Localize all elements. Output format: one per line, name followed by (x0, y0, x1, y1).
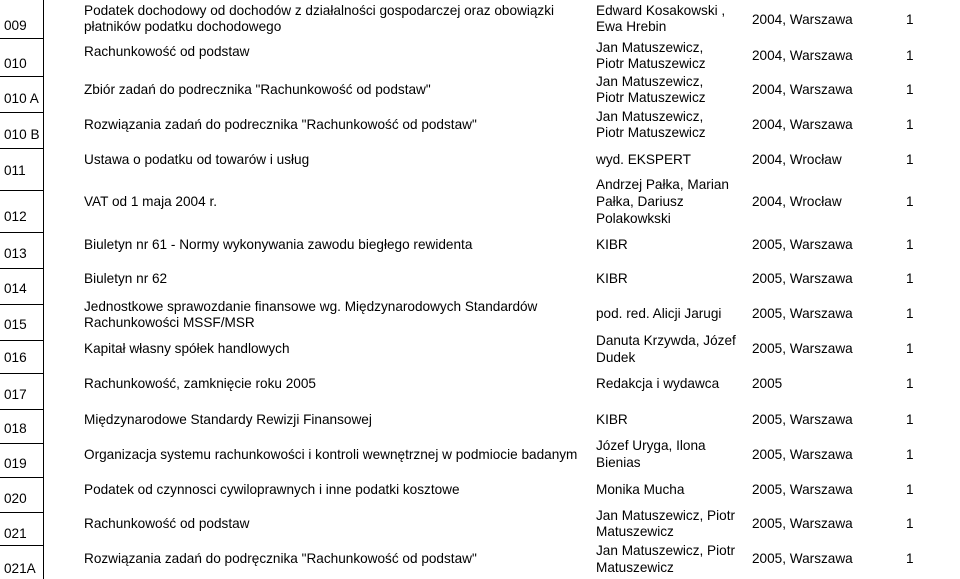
row-count: 1 (906, 12, 914, 27)
row-id: 011 (4, 163, 26, 178)
row-title-line: Jednostkowe sprawozdanie finansowe wg. Międzynarodowych Standardów (84, 299, 538, 314)
row-authors-line: Polakowkski (596, 211, 671, 226)
row-year-place: 2005, Warszawa (752, 482, 853, 497)
row-count: 1 (906, 516, 914, 531)
row-divider (0, 443, 43, 444)
row-count: 1 (906, 194, 914, 209)
row-authors-line: wyd. EKSPERT (596, 152, 691, 167)
row-id: 010 (4, 56, 27, 71)
row-id: 018 (4, 421, 27, 436)
row-id: 013 (4, 246, 27, 261)
row-authors-line: KIBR (596, 237, 628, 252)
row-id: 009 (4, 18, 27, 33)
row-authors-line: Monika Mucha (596, 482, 685, 497)
row-authors-line: Dudek (596, 350, 636, 365)
row-divider (0, 268, 43, 269)
row-title-line: Rachunkowości MSSF/MSR (84, 315, 255, 330)
row-authors-line: Piotr Matuszewicz (596, 56, 706, 71)
row-title-line: płatników podatku dochodowego (84, 19, 282, 34)
row-count: 1 (906, 376, 914, 391)
row-title-line: VAT od 1 maja 2004 r. (84, 194, 217, 209)
row-year-place: 2004, Warszawa (752, 82, 853, 97)
row-id: 010 B (4, 127, 40, 142)
row-title-line: Podatek od czynnosci cywiloprawnych i inne podatki kosztowe (84, 482, 460, 497)
row-count: 1 (906, 82, 914, 97)
row-authors-line: Jan Matuszewicz, Piotr (596, 508, 736, 523)
row-authors-line: Matuszewicz (596, 560, 674, 575)
row-count: 1 (906, 117, 914, 132)
row-count: 1 (906, 551, 914, 566)
row-divider (0, 545, 43, 546)
row-authors-line: KIBR (596, 412, 628, 427)
row-authors-line: Bienias (596, 455, 641, 470)
row-year-place: 2005, Warszawa (752, 306, 853, 321)
row-year-place: 2004, Wrocław (752, 152, 842, 167)
row-year-place: 2005, Warszawa (752, 271, 853, 286)
row-title-line: Rachunkowość od podstaw (84, 44, 250, 59)
row-divider (0, 148, 43, 149)
row-authors-line: KIBR (596, 271, 628, 286)
row-count: 1 (906, 412, 914, 427)
row-id: 012 (4, 209, 27, 224)
row-authors-line: Danuta Krzywda, Józef (596, 333, 736, 348)
row-year-place: 2005, Warszawa (752, 412, 853, 427)
row-authors-line: Pałka, Dariusz (596, 194, 684, 209)
row-year-place: 2005, Warszawa (752, 516, 853, 531)
row-authors-line: Jan Matuszewicz, (596, 109, 704, 124)
row-divider (0, 373, 43, 374)
row-title-line: Międzynarodowe Standardy Rewizji Finansowej (84, 412, 372, 427)
row-title-line: Podatek dochodowy od dochodów z działalności gospodarczej oraz obowiązki (84, 3, 555, 18)
row-divider (0, 190, 43, 191)
row-year-place: 2004, Warszawa (752, 117, 853, 132)
row-year-place: 2004, Warszawa (752, 12, 853, 27)
row-authors-line: Piotr Matuszewicz (596, 125, 706, 140)
row-id: 015 (4, 317, 27, 332)
row-divider (0, 477, 43, 478)
row-title-line: Ustawa o podatku od towarów i usług (84, 152, 310, 167)
row-count: 1 (906, 306, 914, 321)
row-id: 020 (4, 491, 27, 506)
row-authors-line: Ewa Hrebin (596, 19, 667, 34)
row-year-place: 2005, Warszawa (752, 447, 853, 462)
row-authors-line: pod. red. Alicji Jarugi (596, 306, 722, 321)
row-id: 021 (4, 526, 27, 541)
row-authors-line: Matuszewicz (596, 524, 674, 539)
row-title-line: Kapitał własny spółek handlowych (84, 341, 290, 356)
row-id: 017 (4, 387, 27, 402)
row-divider (0, 304, 43, 305)
row-authors-line: Jan Matuszewicz, Piotr (596, 543, 736, 558)
row-year-place: 2005 (752, 376, 783, 391)
row-authors-line: Andrzej Pałka, Marian (596, 177, 729, 192)
row-id: 014 (4, 281, 27, 296)
row-authors-line: Jan Matuszewicz, (596, 40, 704, 55)
id-column-divider (43, 0, 44, 579)
row-divider (0, 512, 43, 513)
row-authors-line: Redakcja i wydawca (596, 376, 720, 391)
row-count: 1 (906, 341, 914, 356)
row-divider (0, 232, 43, 233)
row-title-line: Rozwiązania zadań do podręcznika "Rachunkowość od podstaw" (84, 551, 477, 566)
row-authors-line: Edward Kosakowski , (596, 3, 726, 18)
row-authors-line: Piotr Matuszewicz (596, 90, 706, 105)
row-authors-line: Jan Matuszewicz, (596, 74, 704, 89)
row-count: 1 (906, 447, 914, 462)
row-title-line: Zbiór zadań do podrecznika "Rachunkowość od podstaw" (84, 82, 431, 97)
row-title-line: Rachunkowość, zamknięcie roku 2005 (84, 376, 316, 391)
row-title-line: Rachunkowość od podstaw (84, 516, 250, 531)
row-count: 1 (906, 482, 914, 497)
row-title-line: Rozwiązania zadań do podrecznika "Rachunkowość od podstaw" (84, 117, 477, 132)
row-count: 1 (906, 152, 914, 167)
row-id: 019 (4, 456, 27, 471)
row-title-line: Biuletyn nr 62 (84, 271, 168, 286)
row-divider (0, 112, 43, 113)
row-authors-line: Józef Uryga, Ilona (596, 438, 706, 453)
row-divider (0, 340, 43, 341)
row-year-place: 2004, Warszawa (752, 48, 853, 63)
row-divider (0, 409, 43, 410)
row-divider (0, 38, 43, 39)
row-id: 010 A (4, 91, 39, 106)
row-year-place: 2005, Warszawa (752, 237, 853, 252)
row-year-place: 2005, Warszawa (752, 551, 853, 566)
row-count: 1 (906, 271, 914, 286)
row-id: 016 (4, 350, 27, 365)
row-year-place: 2005, Warszawa (752, 341, 853, 356)
row-count: 1 (906, 237, 914, 252)
row-id: 021A (4, 561, 36, 576)
row-count: 1 (906, 48, 914, 63)
row-divider (0, 76, 43, 77)
row-title-line: Biuletyn nr 61 - Normy wykonywania zawodu biegłego rewidenta (84, 237, 473, 252)
row-year-place: 2004, Wrocław (752, 194, 842, 209)
row-title-line: Organizacja systemu rachunkowości i kontroli wewnętrznej w podmiocie badanym (84, 447, 578, 462)
